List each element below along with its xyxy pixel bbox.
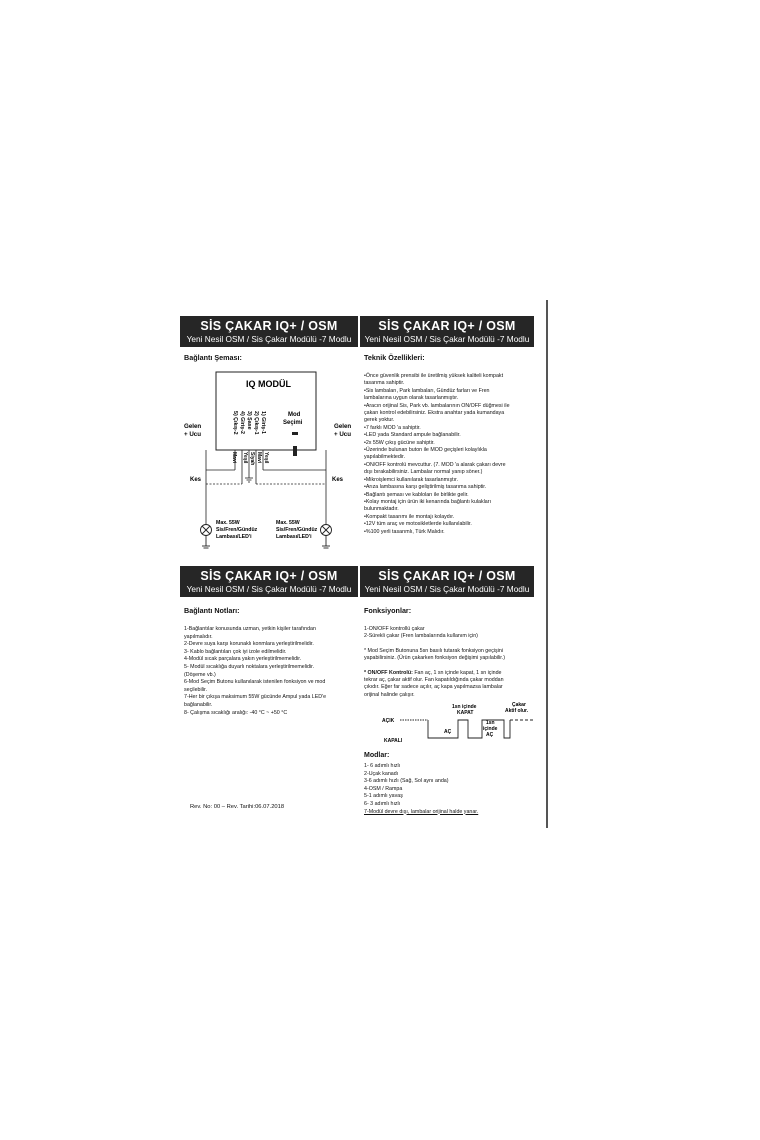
wire-color-label: Yeşil [263, 452, 269, 464]
lamp-left-text: Max. 55W [216, 520, 240, 526]
banner-title: SİS ÇAKAR IQ+ / OSM [200, 569, 338, 583]
pin-label: 1) Giriş-1 [260, 411, 266, 434]
banner-subtitle: Yeni Nesil OSM / Sis Çakar Modülü -7 Modlu [186, 584, 352, 594]
wire-color-label: Siyah [249, 452, 255, 466]
lamp-right-text: Lambası/LED'i [276, 534, 312, 540]
timing-kapali: KAPALI [384, 738, 403, 744]
note-line: 1-Bağlantılar konusunda uzman, yetkin kişiler tarafından [184, 626, 316, 632]
spec-line: •Arıza lambasına karşı geliştirilmiş tasarıma sahiptir. [364, 484, 487, 491]
note-line: 4-Modül sıcak parçalara yakın yerleştirilmemelidir. [184, 656, 302, 663]
spec-line: •ON/OFF kontrolü mevcuttur. (7. MOD 'a alarak çakarı devre [364, 461, 506, 468]
right-input-label-2: + Ucu [334, 431, 352, 438]
timing-ac1: AÇ [444, 729, 452, 735]
notes-heading: Bağlantı Notları: [184, 606, 240, 615]
spec-line: •Aracın orijinal Sis, Park vb. lambalarının ON/OFF düğmesi ile [364, 402, 510, 409]
onoff-rest: Fan aç, 1 sn içinde kapat, 1 sn içinde [412, 669, 502, 676]
note-line: 7-Her bir çıkışa maksimum 55W gücünde Ampul yada LED'e [184, 694, 327, 701]
sheet-fold-line [546, 300, 548, 828]
banner-title: SİS ÇAKAR IQ+ / OSM [200, 319, 338, 333]
mode-label-1: Mod [288, 412, 301, 418]
spec-line: •Mikroişlemci kullanılarak tasarlanmıştır. [364, 476, 458, 483]
timing-sn1a: 1sn içinde [452, 704, 477, 710]
modes-section [364, 752, 536, 816]
spec-line: •Üzerinde bulunan buton ile MOD geçişleri kolaylıkla [364, 447, 487, 454]
panel-functions [360, 566, 534, 699]
spec-line: çakarı kontrol edebilirsiniz. Ekstra anahtar yada kumandaya [364, 410, 505, 417]
wiring-heading: Bağlantı Şeması: [184, 353, 242, 362]
timing-diagram [364, 700, 536, 746]
spec-line: •Önce güvenlik prensibi ile üretilmiş yüksek kaliteli kompakt [364, 373, 504, 379]
specs-heading: Teknik Özellikleri: [364, 353, 425, 362]
spec-line: gerek yoktur. [364, 417, 395, 424]
lamp-left-text: Sis/Fren/Gündüz [216, 527, 258, 533]
mode-item: 1- 6 adımlı hızlı [364, 763, 401, 769]
banner [180, 566, 358, 597]
wiring-diagram [176, 366, 360, 562]
onoff-bold: * ON/OFF Kontrolü: [364, 669, 413, 676]
mode-button-lead-icon [293, 446, 297, 456]
cut-label-right: Kes [332, 477, 344, 483]
note-line: 3- Kablo bağlantıları çok iyi izole edilmelidir. [184, 648, 287, 655]
module-title: IQ MODÜL [246, 379, 291, 389]
spec-line: •LED yada Standard ampule bağlanabilir. [364, 432, 461, 439]
mode-item: 2-Uçak kanadı [364, 770, 399, 777]
banner [180, 316, 358, 347]
cut-label-left: Kes [190, 477, 202, 483]
note-line: yapılmalıdır. [184, 633, 213, 640]
note-line: bağlanabilir. [184, 701, 213, 708]
timing-cakar-a: Çakar [512, 702, 526, 708]
timing-sn2c: AÇ [486, 732, 494, 738]
banner [360, 566, 534, 597]
timing-sn1b: KAPAT [457, 710, 474, 716]
timing-sn2a: 1sn [486, 720, 495, 726]
mode-item: 7-Modül devre dışı, lambalar orijinal halde yanar. [364, 808, 479, 815]
note-line: 5- Modül sıcaklığa duyarlı noktalara yerleştirilmemelidir. [184, 663, 315, 670]
spec-line: dışı bırakabilirsiniz. Lambalar normal yanıp söner.) [364, 469, 483, 476]
note-line: seçilebilir. [184, 686, 207, 693]
pin-label: 5) Çıkış-2 [232, 411, 238, 435]
panel-specs [360, 316, 534, 536]
spec-line: yapılabilmektedir. [364, 454, 405, 461]
spec-line: •%100 yerli tasarımlı, Türk Malıdır. [364, 528, 445, 535]
spec-line: lambalarına uygun olarak tasarlanmıştır. [364, 395, 459, 402]
lamp-right-text: Sis/Fren/Gündüz [276, 527, 318, 533]
banner-title: SİS ÇAKAR IQ+ / OSM [378, 319, 516, 333]
wire-color-label: Mavi [231, 452, 237, 464]
wire-color-label: Yeşil [242, 452, 248, 464]
spec-line: •12V tüm araç ve motosikletlerde kullanılabilir. [364, 521, 472, 528]
mode-item: 4-OSM / Rampa [364, 785, 403, 792]
banner-subtitle: Yeni Nesil OSM / Sis Çakar Modülü -7 Modlu [364, 334, 530, 344]
function-line: yapabilirsiniz. (Ürün çakarken fonksiyon değişimi yapılabilir.) [364, 655, 506, 662]
spec-line: •Bağlantı şeması ve kabloları ile birlikte gelir. [364, 491, 469, 498]
function-line: tekrar aç, çakar aktif olur. Fan kapatıldığında çakar moddan [364, 677, 504, 684]
mode-item: 3-6 adımlı hızlı (Sağ, Sol aynı anda) [364, 778, 449, 785]
spec-line: •Kompakt tasarımı ile montajı kolaydır. [364, 513, 455, 520]
function-line: orijinal halinde çalışır. [364, 691, 415, 698]
wire-color-label: Mavi [256, 452, 262, 464]
function-line: 2-Sürekli çakar (Fren lambalarında kullanım için) [364, 633, 478, 640]
spec-line: tasarıma sahiptir. [364, 380, 405, 387]
spec-line: bulunmaktadır. [364, 506, 399, 513]
timing-sn2b: içinde [483, 726, 498, 732]
pin-label: 2) Çıkış-1 [253, 411, 259, 435]
functions-list [364, 626, 528, 699]
spec-line: •7 farklı MOD 'a sahiptir. [364, 424, 421, 431]
right-input-label-1: Gelen [334, 423, 352, 430]
modes-list [364, 763, 536, 816]
onoff-line [364, 670, 528, 677]
function-line: çıkıdır. Eğer far sadece açılır, aç kapa yapılmazsa lambalar [364, 684, 503, 691]
note-line: (Döşeme vb.) [184, 671, 216, 678]
note-line: 6-Mod Seçim Butonu kullanılarak istenilen fonksiyon ve mod [184, 679, 326, 686]
function-line: 1-ON/OFF kontrollü çakar [364, 626, 425, 632]
timing-acik: AÇIK [382, 718, 395, 724]
banner-subtitle: Yeni Nesil OSM / Sis Çakar Modülü -7 Modlu [364, 584, 530, 594]
pin-label: 4) Giriş-2 [239, 411, 245, 434]
revision-note: Rev. No: 00 – Rev. Tarihi:06.07.2018 [190, 804, 285, 810]
modes-heading: Modlar: [364, 752, 390, 759]
pin-label: 3) Şase [246, 411, 252, 430]
specs-list [364, 373, 528, 536]
banner [360, 316, 534, 347]
functions-heading: Fonksiyonlar: [364, 606, 412, 615]
spec-line: •2x 55W çıkış gücüne sahiptir. [364, 439, 435, 446]
note-line: 2-Devre suya karşı korunaklı konmlara yerleştirilmelidir. [184, 641, 314, 648]
lamp-left-text: Lambası/LED'i [216, 534, 252, 540]
mode-item: 6- 3 adımlı hızlı [364, 800, 401, 807]
mode-button-icon [292, 432, 298, 435]
banner-title: SİS ÇAKAR IQ+ / OSM [378, 569, 516, 583]
function-line: * Mod Seçim Butonuna 5sn basılı tutarak fonksiyon geçişini [364, 647, 503, 654]
panel-notes [180, 566, 358, 717]
lamp-right-text: Max. 55W [276, 520, 300, 526]
timing-cakar-b: Aktif olur. [505, 708, 529, 714]
left-input-label-1: Gelen [184, 423, 202, 430]
mode-item: 5-1 adımlı yavaş [364, 793, 403, 800]
notes-list [184, 626, 352, 717]
mode-label-2: Seçimi [283, 420, 303, 426]
panel-wiring [180, 316, 358, 366]
left-input-label-2: + Ucu [184, 431, 202, 438]
banner-subtitle: Yeni Nesil OSM / Sis Çakar Modülü -7 Modlu [186, 334, 352, 344]
note-line: 8- Çalışma sıcaklığı aralığı: -40 °C ~ +50 °C [184, 709, 288, 716]
spec-line: •Kolay montaj için ürün iki kenarında bağlantı kulakları [364, 498, 491, 505]
spec-line: •Sis lambaları, Park lambaları, Gündüz farları ve Fren [364, 387, 490, 394]
